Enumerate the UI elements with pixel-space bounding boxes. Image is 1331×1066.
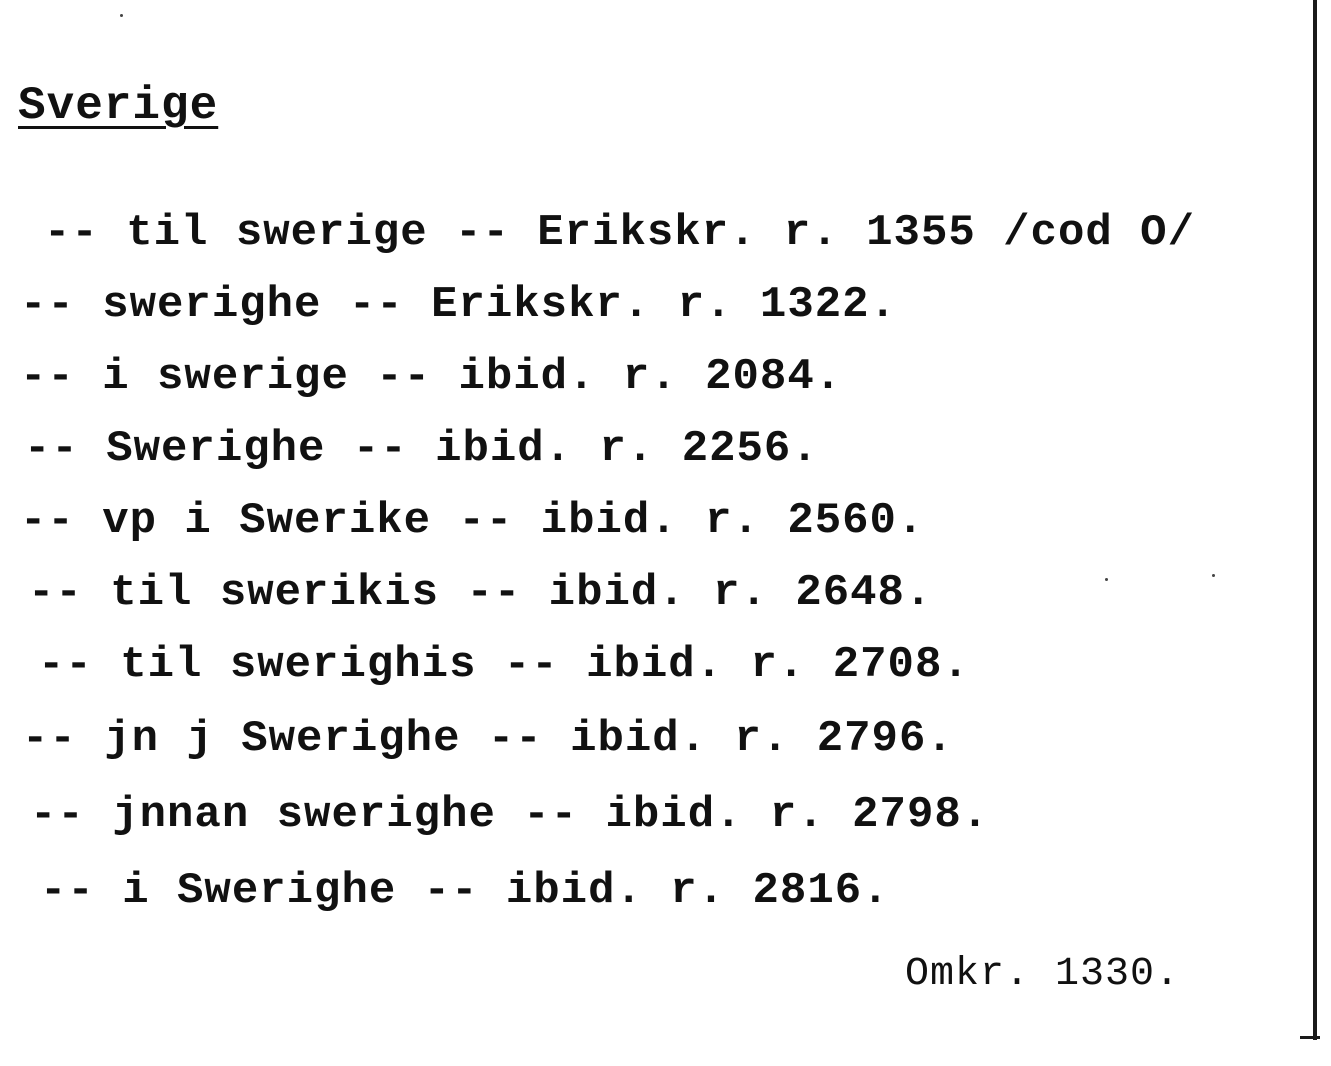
- entry-line-6: -- til swerikis -- ibid. r. 2648.: [28, 568, 933, 618]
- entry-line-2: -- swerighe -- Erikskr. r. 1322.: [20, 280, 897, 330]
- scan-speck: [1105, 578, 1108, 581]
- card-edge-right: [1313, 0, 1317, 1040]
- date-note: Omkr. 1330.: [905, 952, 1181, 997]
- entry-line-8: -- jn j Swerighe -- ibid. r. 2796.: [22, 714, 954, 764]
- entry-line-3: -- i swerige -- ibid. r. 2084.: [20, 352, 843, 402]
- entry-line-10: -- i Swerighe -- ibid. r. 2816.: [40, 866, 890, 916]
- card-heading: Sverige: [18, 80, 219, 132]
- entry-line-1: -- til swerige -- Erikskr. r. 1355 /cod O/: [44, 208, 1195, 258]
- entry-line-9: -- jnnan swerighe -- ibid. r. 2798.: [30, 790, 990, 840]
- entry-line-4: -- Swerighe -- ibid. r. 2256.: [24, 424, 819, 474]
- scan-speck: [1212, 574, 1215, 577]
- entry-line-7: -- til swerighis -- ibid. r. 2708.: [38, 640, 970, 690]
- card-edge-bottom: [1300, 1036, 1320, 1039]
- entry-line-5: -- vp i Swerike -- ibid. r. 2560.: [20, 496, 925, 546]
- scan-speck: [120, 14, 123, 17]
